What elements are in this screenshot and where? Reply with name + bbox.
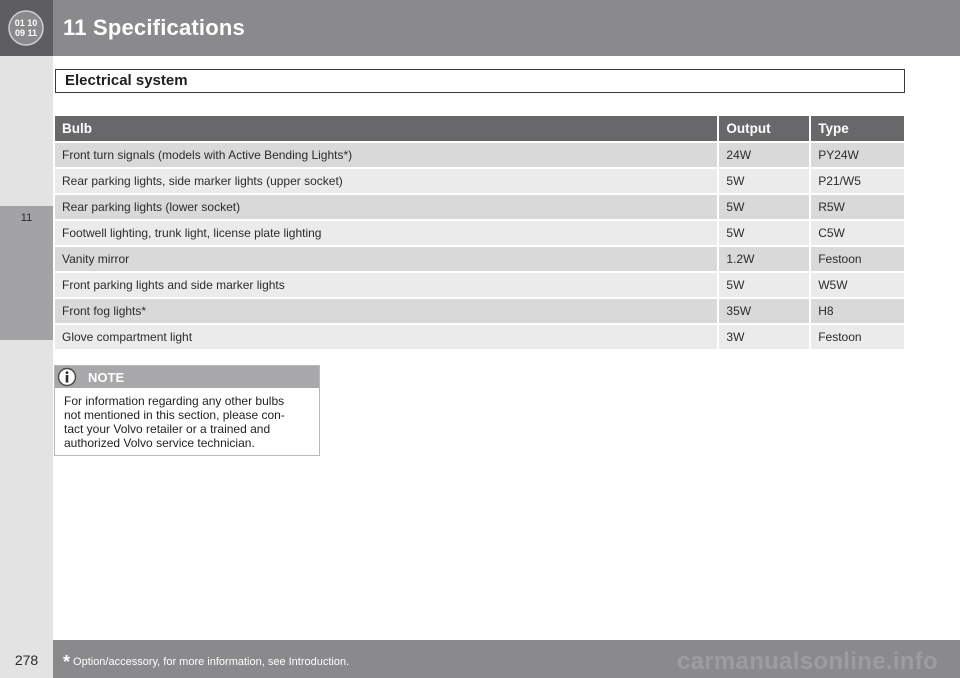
note-line: not mentioned in this section, please con-	[64, 408, 285, 422]
side-chapter-tab	[0, 56, 53, 640]
page-number-box	[0, 640, 53, 678]
cell-output: 5W	[717, 273, 809, 297]
page-header	[0, 0, 960, 56]
cell-output: 3W	[717, 325, 809, 349]
note-line: authorized Volvo service technician.	[64, 436, 255, 450]
table-row	[55, 247, 904, 271]
note-text	[64, 394, 314, 450]
cell-output: 1.2W	[717, 247, 809, 271]
section-title: Electrical system	[65, 72, 188, 89]
footnote-text: Option/accessory, for more information, see Introduction.	[73, 656, 350, 668]
logo-line-2: 09 11	[14, 28, 38, 38]
cell-type: C5W	[809, 221, 904, 245]
cell-output: 5W	[717, 195, 809, 219]
chapter-tab-number: 11	[20, 212, 33, 224]
cell-type: W5W	[809, 273, 904, 297]
chapter-logo	[0, 0, 53, 56]
table-row	[55, 143, 904, 167]
footnote	[63, 652, 349, 673]
logo-line-1: 01 10	[14, 18, 38, 28]
table-row	[55, 299, 904, 323]
cell-bulb: Glove compartment light	[55, 325, 717, 349]
table-row	[55, 169, 904, 193]
cell-type: Festoon	[809, 247, 904, 271]
cell-output: 5W	[717, 169, 809, 193]
table-row	[55, 221, 904, 245]
table-row	[55, 195, 904, 219]
table-header-row	[55, 116, 904, 141]
table-row	[55, 325, 904, 349]
watermark: carmanualsonline.info	[676, 648, 938, 675]
note-box	[54, 365, 320, 456]
bulb-table	[55, 114, 904, 351]
note-title: NOTE	[88, 370, 125, 385]
cell-bulb: Footwell lighting, trunk light, license plate lighting	[55, 221, 717, 245]
cell-type: R5W	[809, 195, 904, 219]
section-heading	[55, 69, 905, 93]
note-line: tact your Volvo retailer or a trained and	[64, 422, 271, 436]
page-number: 278	[14, 652, 39, 668]
cell-bulb: Front fog lights*	[55, 299, 717, 323]
note-header	[55, 366, 319, 388]
cell-type: H8	[809, 299, 904, 323]
cell-bulb: Front turn signals (models with Active Bending Lights*)	[55, 143, 717, 167]
info-icon	[57, 367, 77, 387]
cell-bulb: Rear parking lights (lower socket)	[55, 195, 717, 219]
column-header-bulb: Bulb	[55, 116, 717, 141]
column-header-type: Type	[809, 116, 904, 141]
cell-output: 24W	[717, 143, 809, 167]
cell-output: 5W	[717, 221, 809, 245]
chapter-tab-marker	[0, 206, 53, 340]
cell-bulb: Rear parking lights, side marker lights (upper socket)	[55, 169, 717, 193]
footnote-star: *	[63, 652, 71, 672]
cell-type: PY24W	[809, 143, 904, 167]
cell-bulb: Front parking lights and side marker lights	[55, 273, 717, 297]
note-line: For information regarding any other bulbs	[64, 394, 285, 408]
chapter-code-icon	[7, 9, 45, 47]
page-title: 11 Specifications	[63, 15, 245, 40]
cell-bulb: Vanity mirror	[55, 247, 717, 271]
cell-type: P21/W5	[809, 169, 904, 193]
column-header-output: Output	[717, 116, 809, 141]
table-row	[55, 273, 904, 297]
cell-output: 35W	[717, 299, 809, 323]
cell-type: Festoon	[809, 325, 904, 349]
